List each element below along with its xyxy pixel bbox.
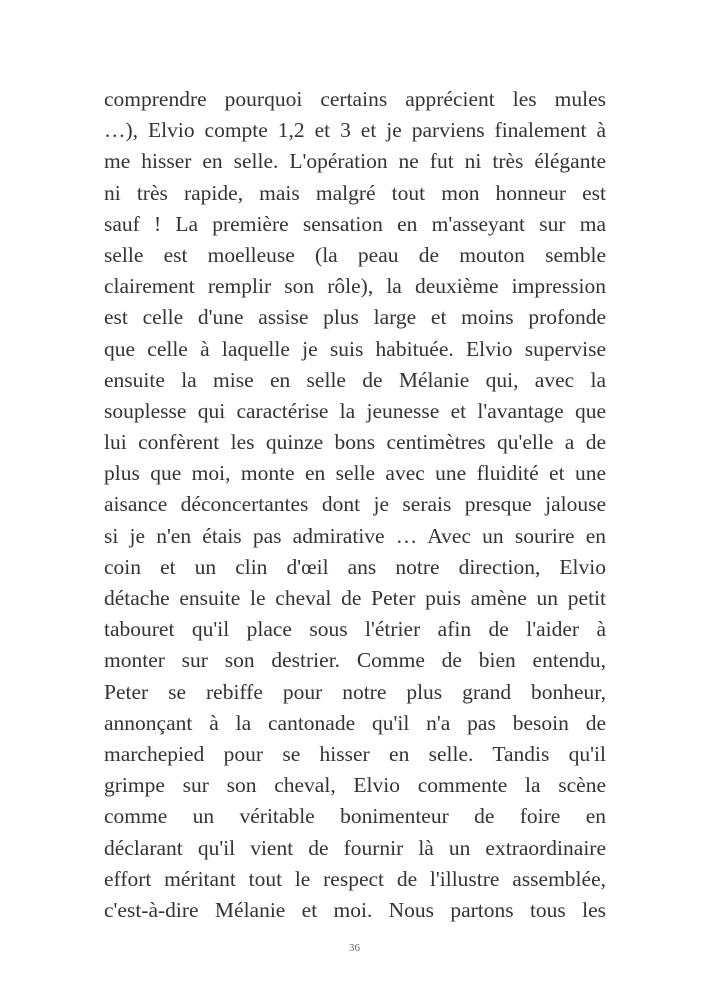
text-line: …), Elvio compte 1,2 et 3 et je parviens finalement à (104, 118, 606, 143)
body-text (104, 84, 606, 926)
text-line: sauf ! La première sensation en m'asseyant sur ma (104, 211, 606, 236)
text-line: c'est-à-dire Mélanie et moi. Nous partons tous les (104, 897, 606, 922)
text-line: comme un véritable bonimenteur de foire en (104, 804, 606, 829)
text-line: ni très rapide, mais malgré tout mon honneur est (104, 180, 606, 205)
text-line: tabouret qu'il place sous l'étrier afin de l'aider à (104, 617, 606, 642)
text-line: comprendre pourquoi certains apprécient les mules (104, 87, 606, 111)
text-line: détache ensuite le cheval de Peter puis amène un petit (104, 586, 606, 610)
text-line: que celle à laquelle je suis habituée. Elvio supervise (104, 336, 606, 361)
text-line: ensuite la mise en selle de Mélanie qui, avec la (104, 367, 606, 392)
text-line: grimpe sur son cheval, Elvio commente la scène (104, 773, 606, 798)
text-line: monter sur son destrier. Comme de bien entendu, (104, 648, 606, 673)
text-line: souplesse qui caractérise la jeunesse et l'avantage que (104, 398, 606, 423)
text-line: annonçant à la cantonade qu'il n'a pas besoin de (104, 710, 606, 735)
text-line: déclarant qu'il vient de fournir là un extraordinaire (104, 835, 606, 860)
text-line: est celle d'une assise plus large et moins profonde (104, 305, 606, 330)
text-line: si je n'en étais pas admirative … Avec un sourire en (104, 523, 606, 548)
text-line: lui confèrent les quinze bons centimètres qu'elle a de (104, 430, 606, 455)
text-line: plus que moi, monte en selle avec une fluidité et une (104, 461, 606, 486)
text-line: coin et un clin d'œil ans notre direction, Elvio (104, 554, 606, 579)
text-line: aisance déconcertantes dont je serais presque jalouse (104, 492, 606, 517)
text-line: marchepied pour se hisser en selle. Tandis qu'il (104, 741, 606, 766)
page-number: 36 (349, 942, 360, 954)
text-line: me hisser en selle. L'opération ne fut ni très élégante (104, 149, 606, 174)
text-line: Peter se rebiffe pour notre plus grand bonheur, (104, 679, 606, 704)
text-line: clairement remplir son rôle), la deuxième impression (104, 274, 606, 299)
text-line: selle est moelleuse (la peau de mouton semble (104, 242, 606, 267)
text-line: effort méritant tout le respect de l'illustre assemblée, (104, 866, 606, 891)
